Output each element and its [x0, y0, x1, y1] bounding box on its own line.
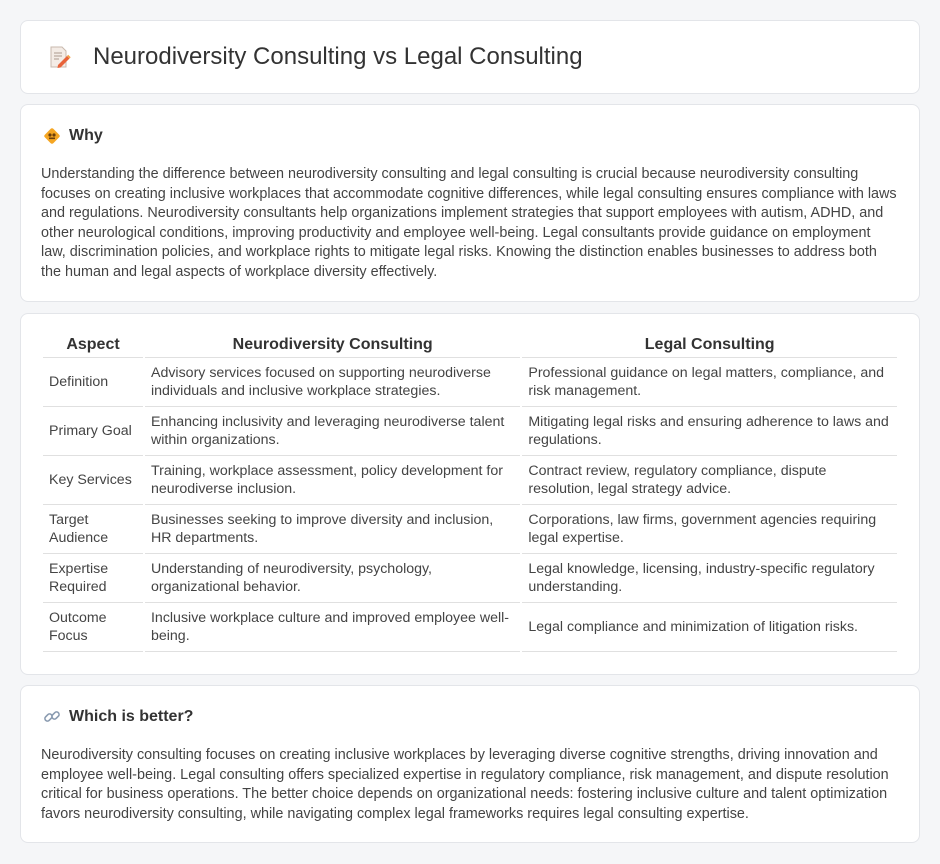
document-edit-icon	[47, 45, 71, 69]
table-row	[43, 456, 897, 505]
row-aspect: Outcome Focus	[43, 603, 143, 652]
row-neurodiversity: Understanding of neurodiversity, psychology, organizational behavior.	[145, 554, 520, 603]
row-neurodiversity: Training, workplace assessment, policy development for neurodiverse inclusion.	[145, 456, 520, 505]
header-legal: Legal Consulting	[522, 330, 897, 358]
comparison-card	[20, 313, 920, 675]
better-heading	[43, 708, 193, 726]
row-legal: Legal compliance and minimization of litigation risks.	[522, 603, 897, 652]
row-legal: Professional guidance on legal matters, compliance, and risk management.	[522, 358, 897, 407]
row-legal: Corporations, law firms, government agencies requiring legal expertise.	[522, 505, 897, 554]
row-neurodiversity: Enhancing inclusivity and leveraging neurodiverse talent within organizations.	[145, 407, 520, 456]
row-aspect: Expertise Required	[43, 554, 143, 603]
comparison-table	[41, 330, 899, 652]
row-aspect: Definition	[43, 358, 143, 407]
row-neurodiversity: Advisory services focused on supporting neurodiverse individuals and inclusive workplace strategies.	[145, 358, 520, 407]
why-heading	[43, 127, 103, 145]
title-card	[20, 20, 920, 94]
row-aspect: Key Services	[43, 456, 143, 505]
row-legal: Mitigating legal risks and ensuring adherence to laws and regulations.	[522, 407, 897, 456]
better-card	[20, 685, 920, 843]
row-neurodiversity: Inclusive workplace culture and improved employee well-being.	[145, 603, 520, 652]
row-legal: Legal knowledge, licensing, industry-specific regulatory understanding.	[522, 554, 897, 603]
why-card	[20, 104, 920, 302]
better-title: Which is better?	[69, 708, 194, 725]
row-neurodiversity: Businesses seeking to improve diversity and inclusion, HR departments.	[145, 505, 520, 554]
table-header-row	[43, 330, 897, 358]
puzzle-sign-icon	[43, 127, 61, 145]
header-aspect: Aspect	[43, 330, 143, 358]
row-aspect: Primary Goal	[43, 407, 143, 456]
better-text: Neurodiversity consulting focuses on creating inclusive workplaces by leveraging diverse cognitive strengths, driving innovation and employee well-being. Legal consulting offers specialized expertise in regulatory compliance, risk management, and dispute resolution critical for business operations. The better choice depends on organizational needs: fostering inclusive culture and talent optimization favors neurodiversity consulting, while navigating complex legal frameworks requires legal consulting expertise.	[41, 747, 889, 822]
page-title: Neurodiversity Consulting vs Legal Consulting	[93, 43, 583, 70]
table-row	[43, 407, 897, 456]
row-legal: Contract review, regulatory compliance, dispute resolution, legal strategy advice.	[522, 456, 897, 505]
table-row	[43, 358, 897, 407]
row-aspect: Target Audience	[43, 505, 143, 554]
table-row	[43, 505, 897, 554]
table-row	[43, 603, 897, 652]
why-text: Understanding the difference between neurodiversity consulting and legal consulting is crucial because neurodiversity consulting focuses on creating inclusive workplaces that accommodate cognitive differences, while legal consulting ensures compliance with laws and regulations. Neurodiversity consultants help organizations implement strategies that support employees with autism, ADHD, and other neurological conditions, improving productivity and employee well-being. Legal consultants provide guidance on employment law, discrimination policies, and workplace rights to mitigate legal risks. Knowing the distinction enables businesses to address both the human and legal aspects of workplace diversity effectively.	[41, 166, 897, 280]
table-row	[43, 554, 897, 603]
link-icon	[43, 708, 61, 726]
header-neurodiversity: Neurodiversity Consulting	[145, 330, 520, 358]
why-title: Why	[69, 127, 103, 144]
